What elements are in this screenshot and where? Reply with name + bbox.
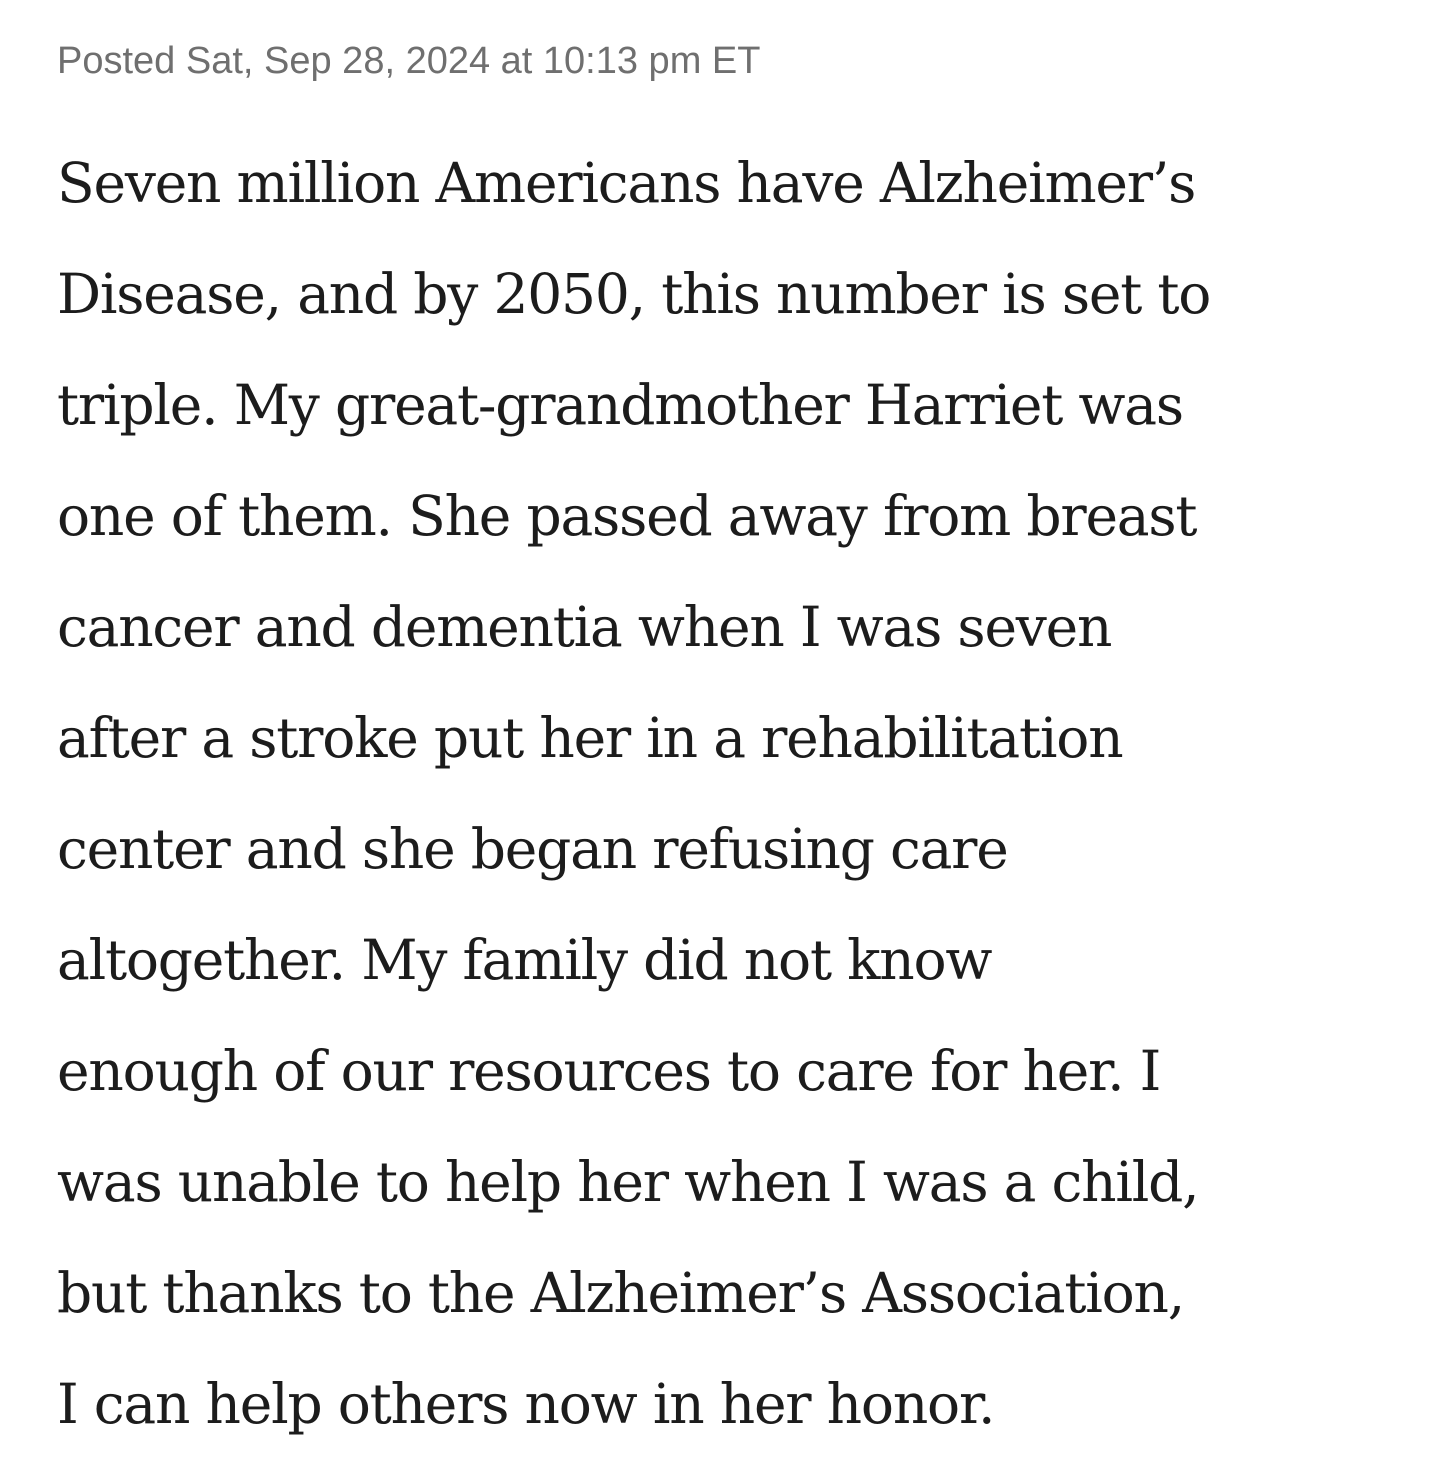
paragraph-line: cancer and dementia when I was seven [57, 595, 1112, 659]
paragraph-line: Disease, and by 2050, this number is set to [57, 262, 1211, 326]
paragraph-line: altogether. My family did not know [57, 928, 992, 992]
paragraph-line: enough of our resources to care for her. I [57, 1039, 1161, 1103]
paragraph-line: triple. My great-grandmother Harriet was [57, 373, 1183, 437]
paragraph-line: after a stroke put her in a rehabilitation [57, 706, 1123, 770]
paragraph-line: one of them. She passed away from breast [57, 484, 1197, 548]
paragraph-line: I can help others now in her honor. [57, 1372, 995, 1436]
paragraph-line: center and she began refusing care [57, 817, 1008, 881]
article [57, 36, 1397, 1436]
paragraph-line: but thanks to the Alzheimer’s Association, [57, 1261, 1185, 1325]
article-paragraph [57, 128, 1397, 1460]
paragraph-line: Seven million Americans have Alzheimer’s [57, 151, 1196, 215]
posted-timestamp: Posted Sat, Sep 28, 2024 at 10:13 pm ET [57, 40, 761, 82]
paragraph-line: was unable to help her when I was a child, [57, 1150, 1199, 1214]
